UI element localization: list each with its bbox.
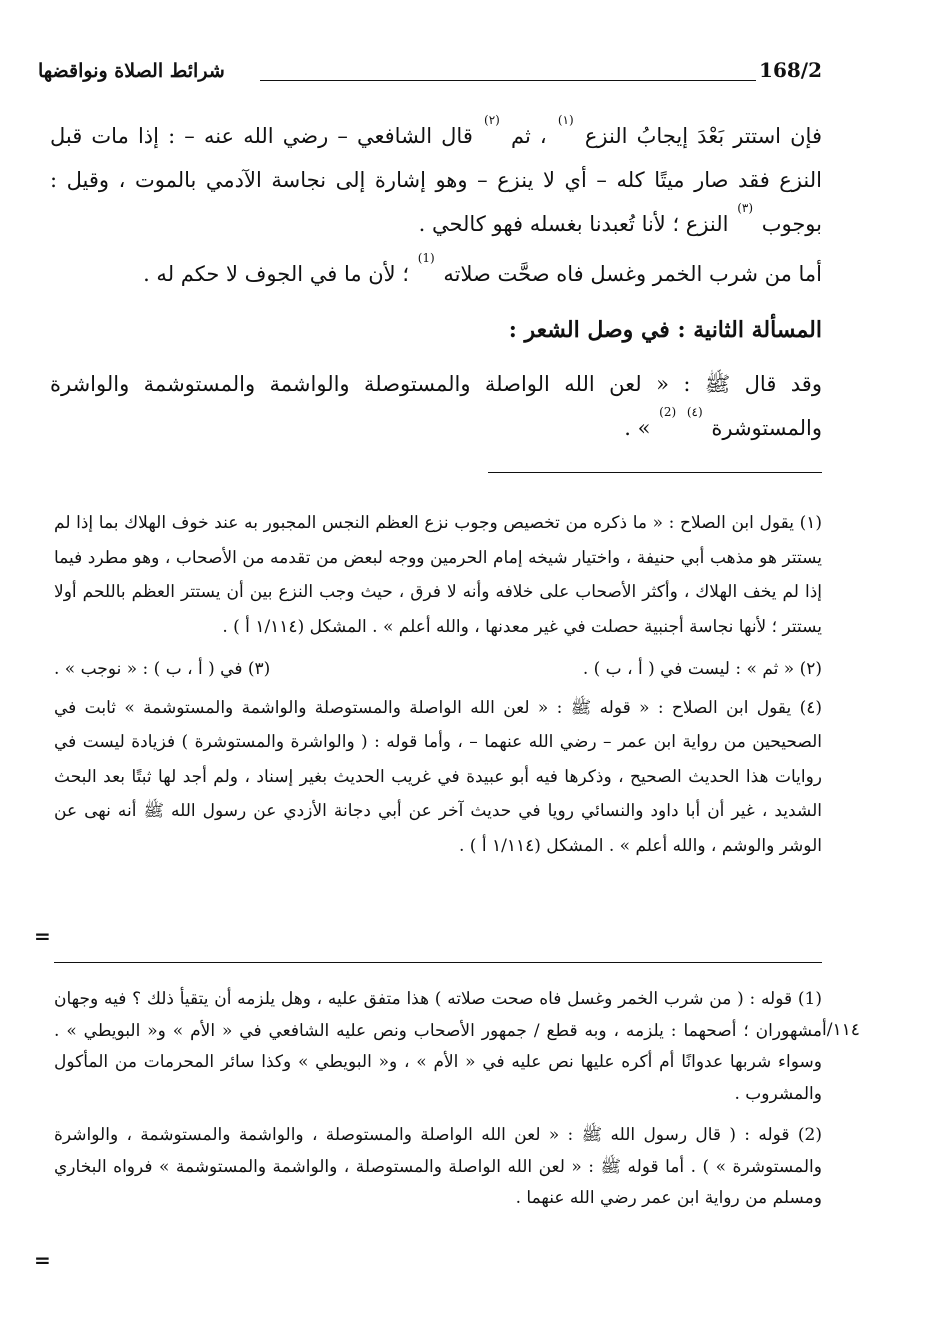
chapter-title: شرائط الصلاة ونواقضها xyxy=(38,60,225,82)
text-span: النزع ؛ لأنا تُعبدنا بغسله فهو كالحي . xyxy=(418,212,729,236)
footnote-ref[interactable]: (2) xyxy=(659,405,677,419)
page-number: 168/2 xyxy=(759,58,822,82)
footnote-item: (١) يقول ابن الصلاح : « ما ذكره من تخصيص وجوب نزع العظم النجس المجبور به عند خوف الهلاك بما إذا لم يستتر هو مذهب أبي حنيفة ، واختيار شيخه إمام الحرمين ووجه لبعض من تقدمه من الأصحاب ، وهو مطرد فيما إذا لم يخف الهلاك ، وأكثر الأصحاب على خلافه وأنه لا فرق ، حيث وجب النزع بين أن يستتر العظم باللحم أولا يستتر ؛ لأنها نجاسة أجنبية حصلت في غير معدنها ، والله أعلم » . المشكل (١/١١٤ أ ) . xyxy=(54,513,822,637)
footnote-row xyxy=(54,652,822,687)
footnote-item: (٣) في ( أ ، ب ) : « نوجب » . xyxy=(54,659,271,679)
text-span: وقد قال ﷺ : « لعن الله الواصلة والمستوصلة والواشمة والمستوشمة والواشرة والمستوشرة xyxy=(50,372,822,440)
footnote-ref[interactable]: (١) xyxy=(557,113,574,127)
footnote-ref[interactable]: (٤) xyxy=(686,405,703,419)
text-span: قال الشافعي – رضي الله عنه – : إذا مات قبل النزع فقد صار ميتًا كله – أي لا ينزع – وهو إشارة إلى نجاسة الآدمي بالموت ، وقيل : بوجوب xyxy=(50,124,822,236)
footnote-ref[interactable]: (٣) xyxy=(737,201,754,215)
text-span: ، ثم xyxy=(510,124,547,148)
paragraph-3 xyxy=(50,362,822,450)
main-text xyxy=(50,114,822,456)
footnotes-top xyxy=(54,506,822,871)
footnote-item: (1) قوله : ( من شرب الخمر وغسل فاه صحت صلاته ) هذا متفق عليه ، وهل يلزمه أن يتقيأ ذلك ؟ فيه وجهان مشهوران ؛ أصحهما : يلزمه ، وبه قطع / جمهور الأصحاب ونص عليه الشافعي في « الأم » و« البويطي » . وسواء شربها عدوانًا أم أكره عليها نص عليه في « الأم » ، و« البويطي » وكذا سائر المحرمات من المأكول والمشروب . xyxy=(54,989,822,1104)
text-span: » . xyxy=(624,416,651,440)
text-span: أما من شرب الخمر وغسل فاه صحَّت صلاته xyxy=(443,262,822,286)
margin-mark: = xyxy=(34,1248,51,1272)
page-header xyxy=(38,58,822,92)
paragraph-1 xyxy=(50,114,822,246)
margin-mark: = xyxy=(34,924,51,948)
paragraph-2 xyxy=(50,252,822,296)
footnote-item: (2) قوله : ( قال رسول الله ﷺ : « لعن الله الواصلة والمستوصلة ، والواشمة والمستوشمة ، والواشرة والمستوشرة » ) . أما قوله ﷺ : « لعن الله الواصلة والمستوصلة ، والواشمة والمستوشمة » فرواه البخاري ومسلم من رواية ابن عمر رضي الله عنهما . xyxy=(54,1125,822,1208)
section-heading: المسألة الثانية : في وصل الشعر : xyxy=(508,317,822,343)
footnote-ref[interactable]: (1) xyxy=(417,251,435,265)
header-rule xyxy=(260,80,756,81)
footnote-item: (٤) يقول ابن الصلاح : « قوله ﷺ : « لعن الله الواصلة والمستوصلة والواشمة والمستوشمة » ثابت في الصحيحين من رواية ابن عمر – رضي الله عنهما – ، وأما قوله : ( والواشرة والمستوشرة ) فزيادة ليست في روايات هذا الحديث الصحيح ، وذكرها فيه أبو عبيدة في غريب الحديث بغير إسناد ، ولم أجد لها ثبتًا بعد البحث الشديد ، غير أن أبا داود والنسائي رويا في حديث آخر عن أبي دجانة الأزدي عن رسول الله ﷺ أنه نهى عن الوشر والوشم ، والله أعلم » . المشكل (١/١١٤ أ ) . xyxy=(54,697,822,856)
manuscript-folio-note: ١١٤/أ xyxy=(822,1020,860,1040)
commentary-separator xyxy=(54,962,822,963)
footnote-separator xyxy=(488,472,822,473)
text-span: ؛ لأن ما في الجوف لا حكم له . xyxy=(143,262,410,286)
footnote-ref[interactable]: (٢) xyxy=(484,113,500,127)
text-span: فإن استتر بَعْدَ إيجابُ النزع xyxy=(584,124,822,148)
footnote-item: (٢) « ثم » : ليست في ( أ ، ب ) . xyxy=(582,659,822,679)
footnotes-bottom xyxy=(54,984,822,1225)
